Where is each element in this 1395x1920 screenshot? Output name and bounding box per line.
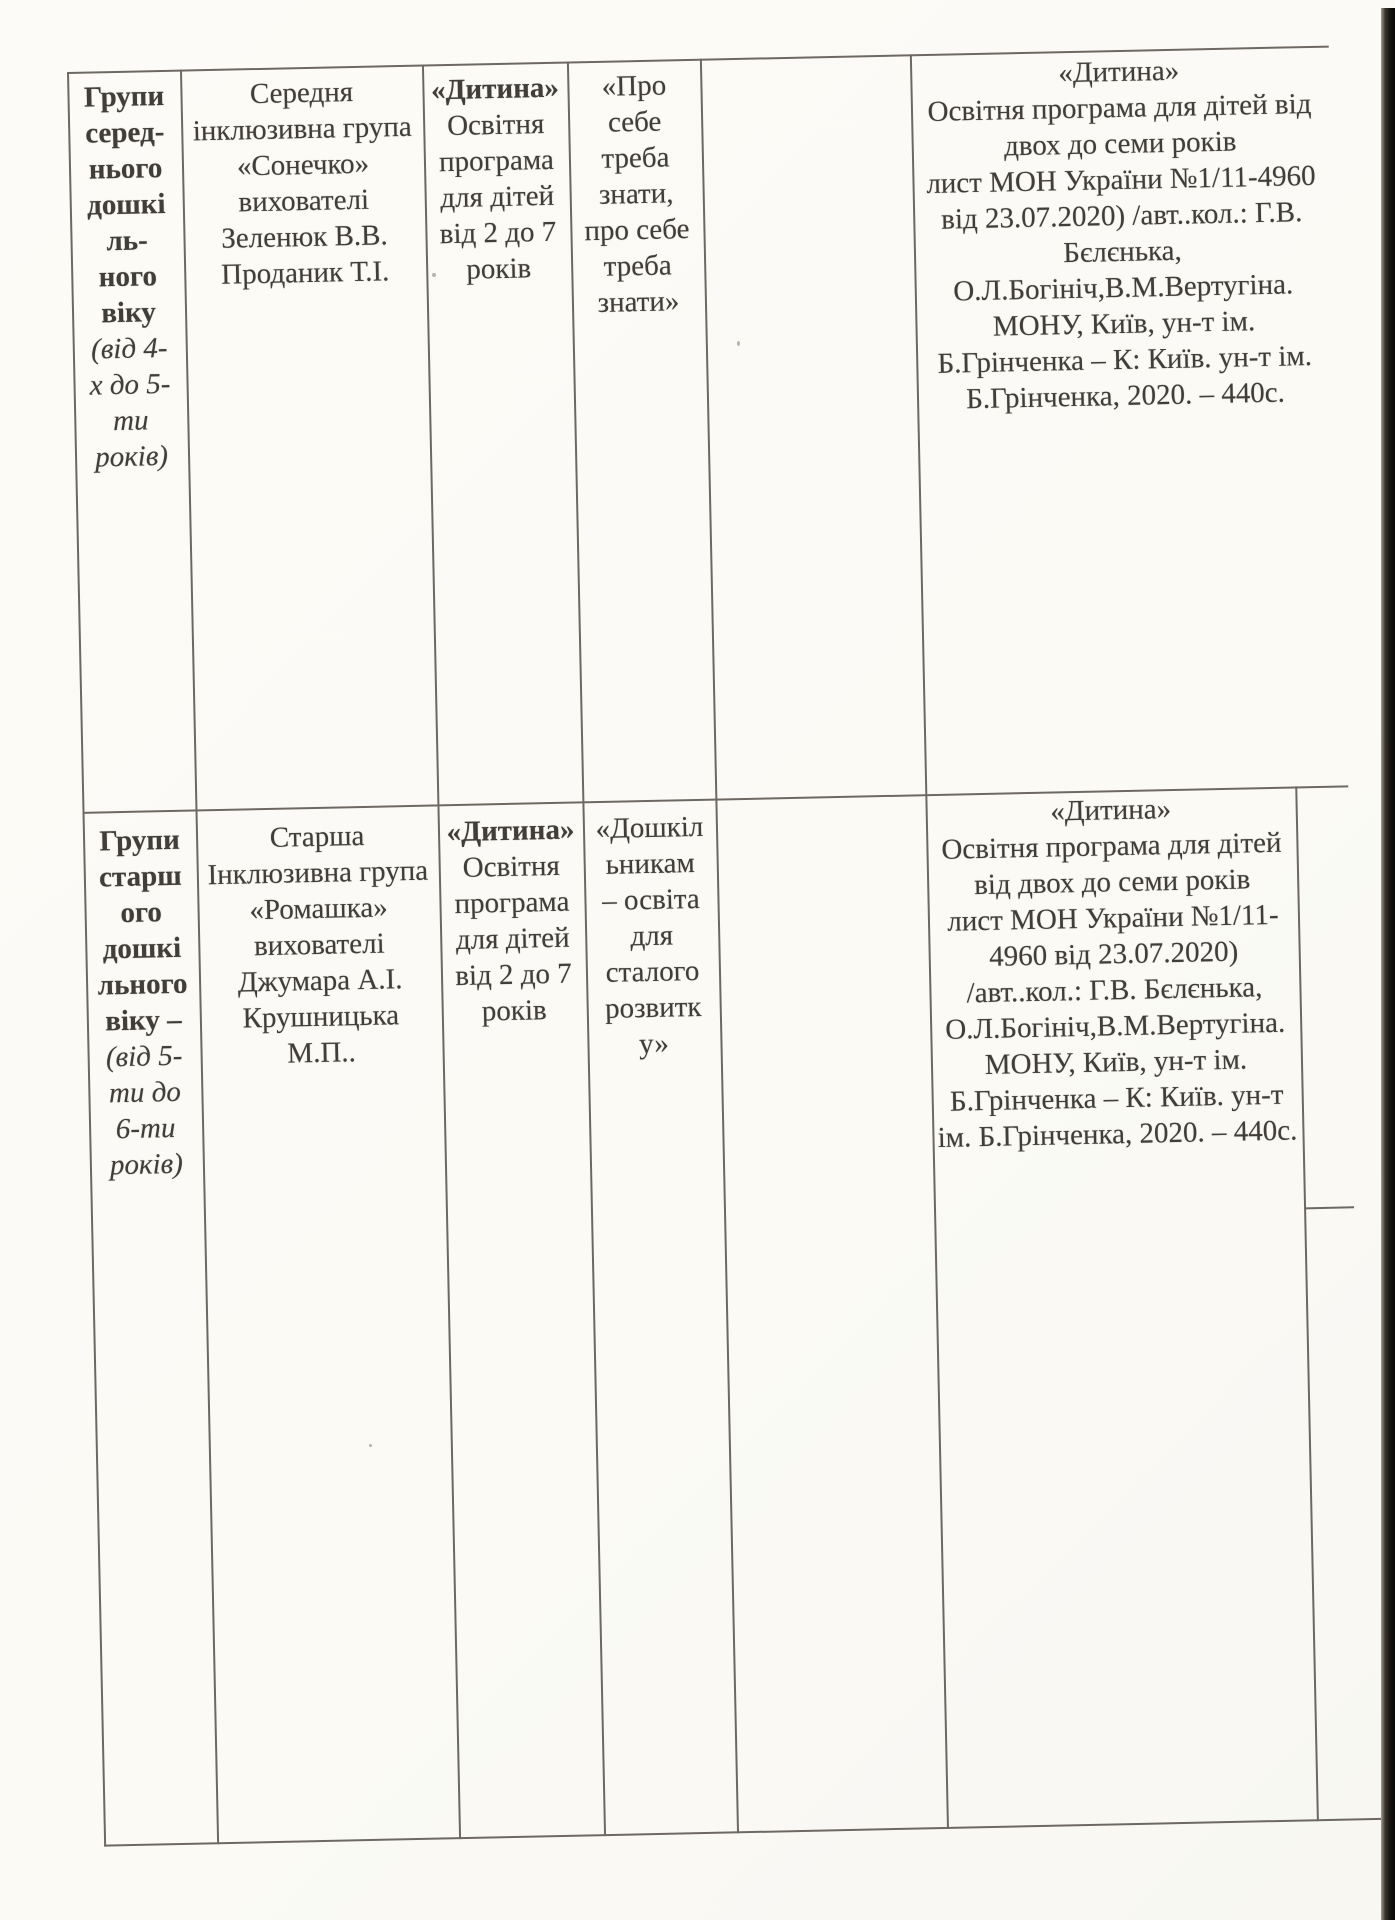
cell-senior-citation — [925, 788, 1302, 1156]
senior-program-description: Освітня програма для дітей від 2 до 7 років — [454, 849, 573, 1028]
cell-senior-group-details — [196, 816, 443, 1073]
middle-notes-text — [700, 62, 910, 66]
cell-middle-partial-program — [567, 67, 705, 322]
senior-partial-program-text: «Дошкіл ьникам – освіта для сталого розвитк у» — [595, 810, 704, 1061]
table-border-bottom — [104, 1818, 1393, 1847]
cell-senior-program — [438, 811, 587, 1030]
senior-notes-text — [716, 804, 926, 808]
cell-middle-notes-empty — [700, 62, 925, 786]
cell-senior-notes-empty — [716, 804, 947, 1818]
scan-speck — [369, 1444, 372, 1447]
middle-group-details-text: Середня інклюзивна група «Сонечко» вихователі Зеленюк В.В. Проданик Т.І. — [192, 76, 413, 291]
programs-table — [67, 44, 1395, 1871]
cell-senior-partial-program — [583, 809, 721, 1064]
scan-speck — [737, 341, 740, 346]
senior-group-type-age: (від 5- ти до 6-ти років) — [105, 1039, 184, 1182]
middle-group-type-age: (від 4- х до 5- ти років) — [89, 331, 171, 474]
senior-citation-text: «Дитина» Освітня програма для дітей від двох до семи років лист МОН України №1/11- 4960 від 23.07.2020) /авт..кол.: Г.В. Бєлєнька, О.Л.Богініч,В.М.Вертугіна. МОНУ, Київ, ун-т ім. Б.Грінченка – К: Київ. ун-т ім. Б.Грінченка, 2020. – 440с. — [937, 793, 1298, 1154]
cell-senior-sliver-empty — [1295, 787, 1393, 1808]
scan-speck — [432, 273, 436, 277]
senior-program-name: «Дитина» — [446, 813, 575, 849]
middle-program-name: «Дитина» — [430, 71, 560, 107]
middle-citation-text: «Дитина» Освітня програма для дітей від двох до семи років лист МОН України №1/11-4960 від 23.07.2020) /авт..кол.: Г.В. Бєлєнька, О.Л.Богініч,В.М.Вертугіна. МОНУ, Київ, ун-т ім. Б.Грінченка – К: Київ. ун-т ім. Б.Грінченка, 2020. – 440с. — [926, 54, 1316, 416]
senior-group-details-text: Старша Інклюзивна група «Ромашка» вихователі Джумара А.І. Крушницька М.П.. — [207, 819, 429, 1070]
middle-group-type-title: Групи серед- нього дошкі ль- ного віку — [83, 79, 166, 330]
cell-middle-citation — [910, 50, 1334, 419]
cell-middle-group-details — [180, 73, 426, 294]
cell-middle-program — [422, 70, 571, 289]
middle-partial-program-text: «Про себе треба знати, про себе треба знати» — [584, 69, 690, 319]
scan-edge-strip — [1381, 8, 1395, 1920]
cell-senior-group-type — [83, 821, 204, 1183]
senior-group-type-title: Групи старш ого дошкі льного віку – — [97, 823, 188, 1038]
cell-middle-group-type — [67, 78, 188, 476]
middle-program-description: Освітня програма для дітей від 2 до 7 років — [438, 108, 557, 286]
